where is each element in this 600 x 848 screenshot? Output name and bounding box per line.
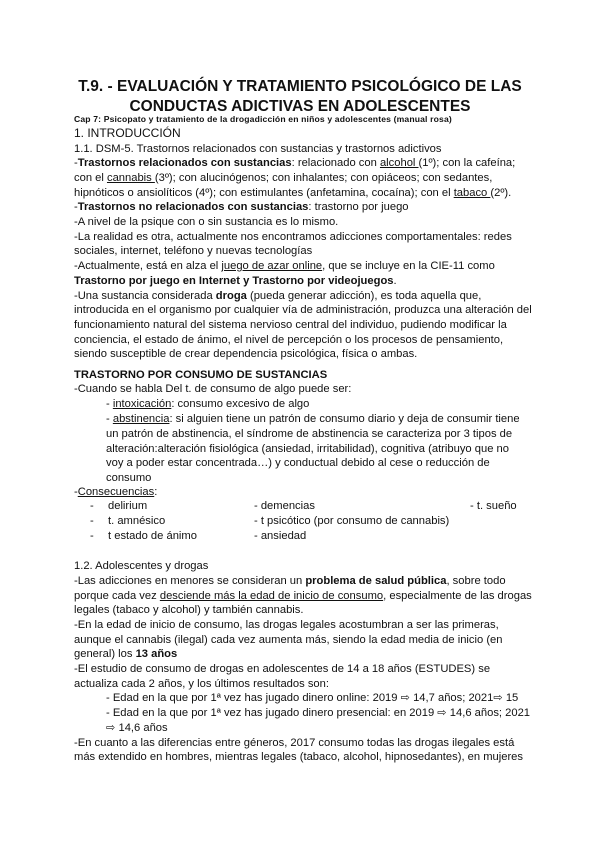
underlined-term: tabaco (453, 187, 491, 199)
underlined-term: desciende más la edad de inicio de consumo (159, 590, 384, 602)
indented-line: voy a poder estar concentrada…) y conductual debido al cese o reducción de (106, 457, 490, 469)
text-span: -Una sustancia considerada (74, 290, 216, 302)
text-span: . (393, 275, 397, 287)
consecuencia-item: - t psicótico (por consumo de cannabis) (254, 515, 450, 527)
paragraph-line: -Cuando se habla Del t. de consumo de algo puede ser: (74, 383, 352, 395)
text-span: con el (74, 172, 107, 184)
consecuencia-item: - t. sueño (470, 500, 517, 512)
paragraph-line (74, 156, 515, 170)
bold-term: Trastornos relacionados con sustancias (77, 157, 292, 169)
indented-line (106, 397, 309, 411)
text-span: - (74, 201, 78, 213)
text-span: - (106, 398, 113, 410)
underlined-term: abstinencia (112, 413, 170, 425)
text-span: , que se incluye en la CIE-11 como (322, 260, 495, 272)
subsection-heading-dsm5: 1.1. DSM-5. Trastornos relacionados con sustancias y trastornos adictivos (74, 143, 442, 155)
bullet-dash: - (90, 530, 94, 542)
paragraph-line: -En cuanto a las diferencias entre géneros, 2017 consumo todas las drogas ilegales está (74, 737, 515, 749)
paragraph-line: introducida en el organismo por cualquier vía de administración, produzca una alteración del (74, 304, 532, 316)
text-span: : (154, 486, 158, 498)
section-heading-introduccion: 1. INTRODUCCIÓN (74, 126, 181, 140)
indented-line: - Edad en la que por 1ª vez has jugado dinero online: 2019 ⇨ 14,7 años; 2021⇨ 15 (106, 692, 519, 704)
paragraph-line: actualiza cada 2 años, y los últimos resultados son: (74, 678, 329, 690)
consecuencia-item: - ansiedad (254, 530, 307, 542)
paragraph-line: aunque el cannabis (ilegal) cada vez aumenta más, siendo la edad media de inicio (en (74, 634, 503, 646)
paragraph-line (74, 186, 511, 200)
consecuencia-item: t. amnésico (108, 515, 166, 527)
text-span: - (106, 413, 113, 425)
text-span: : si alguien tiene un patrón de consumo diario y deja de consumir tiene (169, 413, 520, 425)
bold-term: droga (215, 290, 247, 302)
paragraph-line: -En la edad de inicio de consumo, las drogas legales acostumbran a ser las primeras, (74, 619, 499, 631)
paragraph-line: -A nivel de la psique con o sin sustancia es lo mismo. (74, 216, 339, 228)
indented-line: ⇨ 14,6 años (106, 722, 168, 734)
paragraph-line (74, 574, 506, 588)
consecuencia-item: - demencias (254, 500, 315, 512)
text-span: , especialmente de las drogas (383, 590, 532, 602)
paragraph-line: legales (tabaco y alcohol) y también cannabis. (74, 604, 304, 616)
underlined-term: cannabis (106, 172, 155, 184)
text-span: -Las adicciones en menores se consideran un (74, 575, 306, 587)
text-span: hipnóticos o ansiolíticos (4º); con estimulantes (anfetamina, cocaína); con el (74, 187, 454, 199)
consecuencia-item: delirium (108, 500, 148, 512)
bold-term: Trastorno por juego en Internet y Trastorno por videojuegos (74, 275, 394, 287)
bold-term: problema de salud pública (305, 575, 447, 587)
section-heading-trastorno: TRASTORNO POR CONSUMO DE SUSTANCIAS (74, 369, 328, 381)
text-span: : trastorno por juego (308, 201, 409, 213)
text-span: - (74, 486, 78, 498)
bold-term: Trastornos no relacionados con sustancias (77, 201, 309, 213)
paragraph-line: funcionamiento natural del sistema nervioso central del individuo, pudiendo modificar la (74, 319, 507, 331)
text-span: porque cada vez (74, 590, 160, 602)
paragraph-line (74, 274, 397, 288)
underlined-term: alcohol (379, 157, 419, 169)
document-title-line-1: T.9. - EVALUACIÓN Y TRATAMIENTO PSICOLÓGICO DE LAS (78, 78, 522, 95)
paragraph-line: sociales, internet, teléfono y nuevas tecnologías (74, 245, 313, 257)
text-span: (1º); con la cafeína; (418, 157, 516, 169)
bullet-dash: - (90, 515, 94, 527)
indented-line (106, 412, 520, 426)
document-title-line-2: CONDUCTAS ADICTIVAS EN ADOLESCENTES (129, 98, 471, 115)
paragraph-line (74, 589, 532, 603)
document-subtitle: Cap 7: Psicopato y tratamiento de la drogadicción en niños y adolescentes (manual rosa) (74, 114, 452, 124)
paragraph-line: -El estudio de consumo de drogas en adolescentes de 14 a 18 años (ESTUDES) se (74, 663, 491, 675)
text-span: (3º); con alucinógenos; con inhalantes; con opiáceos; con sedantes, (154, 172, 493, 184)
paragraph-line (74, 171, 492, 185)
indented-line: consumo (106, 472, 152, 484)
paragraph-line (74, 200, 409, 214)
subsection-heading-adolescentes: 1.2. Adolescentes y drogas (74, 560, 209, 572)
text-span: general) los (74, 648, 136, 660)
indented-line: un patrón de abstinencia, el síndrome de abstinencia se caracteriza por 3 tipos de (106, 428, 513, 440)
underlined-term: juego de azar online (221, 260, 323, 272)
bold-term: 13 años (135, 648, 178, 660)
paragraph-line (74, 289, 481, 303)
paragraph-line (74, 259, 495, 273)
text-span: (pueda generar adicción), es toda aquella que, (246, 290, 482, 302)
text-span: : relacionado con (291, 157, 380, 169)
underlined-term: intoxicación (112, 398, 172, 410)
consecuencia-item: t estado de ánimo (108, 530, 197, 542)
paragraph-line: -La realidad es otra, actualmente nos encontramos adicciones comportamentales: redes (74, 231, 512, 243)
text-span: : consumo excesivo de algo (171, 398, 310, 410)
text-span: - (74, 157, 78, 169)
indented-line: - Edad en la que por 1ª vez has jugado dinero presencial: en 2019 ⇨ 14,6 años; 2021 (106, 707, 531, 719)
paragraph-line: siendo susceptible de crear dependencia psicológica, física o ambas. (74, 348, 418, 360)
text-span: , sobre todo (446, 575, 506, 587)
paragraph-line (74, 647, 177, 661)
text-span: (2º). (490, 187, 512, 199)
indented-line: alteración:alteración fisiológica (ansiedad, irritabilidad), cognitiva (atribuyo que no (106, 443, 509, 455)
bullet-dash: - (90, 500, 94, 512)
paragraph-line: conciencia, el estado de ánimo, el nivel de percepción o los procesos de pensamiento, (74, 334, 504, 346)
consecuencias-label (74, 485, 157, 499)
paragraph-line: más extendido en hombres, mientras legales (tabaco, alcohol, hipnosedantes), en mujeres (74, 751, 523, 763)
text-span: -Actualmente, está en alza el (74, 260, 222, 272)
underlined-term: Consecuencias (77, 486, 155, 498)
